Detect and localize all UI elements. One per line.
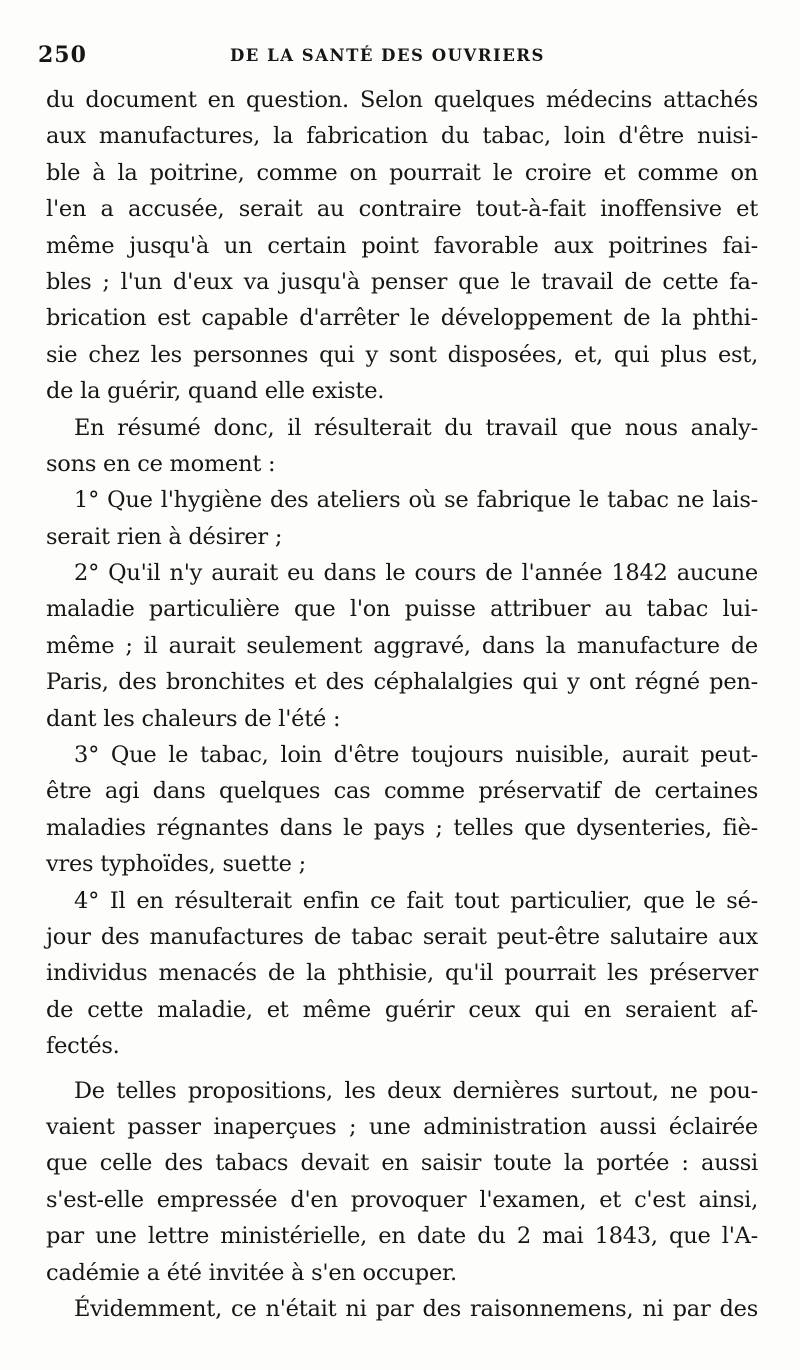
text-line: de cette maladie, et même guérir ceux qui en seraient af- <box>46 996 758 1023</box>
text-line: vaient passer inaperçues ; une administration aussi éclairée <box>46 1113 758 1140</box>
page-header <box>38 42 758 72</box>
text-line: Évidemment, ce n'était ni par des raisonnemens, ni par des <box>74 1295 758 1322</box>
text-line: serait rien à désirer ; <box>46 523 283 550</box>
text-line: cadémie a été invitée à s'en occuper. <box>46 1259 457 1286</box>
text-line: bles ; l'un d'eux va jusqu'à penser que le travail de cette fa- <box>46 268 758 295</box>
text-line: de la guérir, quand elle existe. <box>46 378 385 405</box>
text-line: jour des manufactures de tabac serait peut-être salutaire aux <box>46 923 758 950</box>
text-line: par une lettre ministérielle, en date du 2 mai 1843, que l'A- <box>46 1223 758 1250</box>
text-line: même jusqu'à un certain point favorable aux poitrines fai- <box>46 232 758 259</box>
text-line: En résumé donc, il résulterait du travail que nous analy- <box>74 414 758 441</box>
list-item <box>46 883 758 1065</box>
text-line: brication est capable d'arrêter le développement de la phthi- <box>46 305 758 332</box>
text-line: aux manufactures, la fabrication du tabac, loin d'être nuisi- <box>46 123 758 150</box>
text-line: que celle des tabacs devait en saisir toute la portée : aussi <box>46 1150 758 1177</box>
paragraph-gap <box>46 1065 758 1073</box>
text-line: être agi dans quelques cas comme préservatif de certaines <box>46 778 758 805</box>
text-line: fectés. <box>46 1033 120 1060</box>
text-line: De telles propositions, les deux dernières surtout, ne pou- <box>74 1077 758 1104</box>
paragraph <box>46 1073 758 1291</box>
text-line: l'en a accusée, serait au contraire tout-à-fait inoffensive et <box>46 196 758 223</box>
text-line: individus menacés de la phthisie, qu'il pourrait les préserver <box>46 960 758 987</box>
list-item <box>46 737 758 883</box>
text-line: sons en ce moment : <box>46 450 276 477</box>
list-item <box>46 482 758 555</box>
text-line: même ; il aurait seulement aggravé, dans la manufacture de <box>46 632 758 659</box>
paragraph <box>46 82 758 410</box>
text-line: maladie particulière que l'on puisse attribuer au tabac lui- <box>46 596 758 623</box>
page-number: 250 <box>38 42 87 68</box>
text-line: du document en question. Selon quelques médecins attachés <box>46 87 758 113</box>
text-line: sie chez les personnes qui y sont disposées, et, qui plus est, <box>46 341 758 368</box>
text-line: s'est-elle empressée d'en provoquer l'examen, et c'est ainsi, <box>46 1186 758 1213</box>
body-text <box>46 82 758 1327</box>
list-item <box>46 555 758 737</box>
text-line: 2° Qu'il n'y aurait eu dans le cours de l'année 1842 aucune <box>74 560 758 587</box>
text-line: ble à la poitrine, comme on pourrait le croire et comme on <box>46 159 758 186</box>
paragraph <box>46 410 758 483</box>
text-line: Paris, des bronchites et des céphalalgies qui y ont régné pen- <box>46 669 758 696</box>
text-line: vres typhoïdes, suette ; <box>46 851 306 878</box>
text-line: maladies régnantes dans le pays ; telles que dysenteries, fiè- <box>46 814 758 841</box>
running-head: DE LA SANTÉ DES OUVRIERS <box>230 46 545 65</box>
paragraph <box>46 1291 758 1327</box>
text-line: 3° Que le tabac, loin d'être toujours nuisible, aurait peut- <box>74 742 758 769</box>
text-line: dant les chaleurs de l'été : <box>46 705 341 732</box>
text-line: 1° Que l'hygiène des ateliers où se fabrique le tabac ne lais- <box>74 487 758 514</box>
text-line: 4° Il en résulterait enfin ce fait tout particulier, que le sé- <box>74 887 758 914</box>
